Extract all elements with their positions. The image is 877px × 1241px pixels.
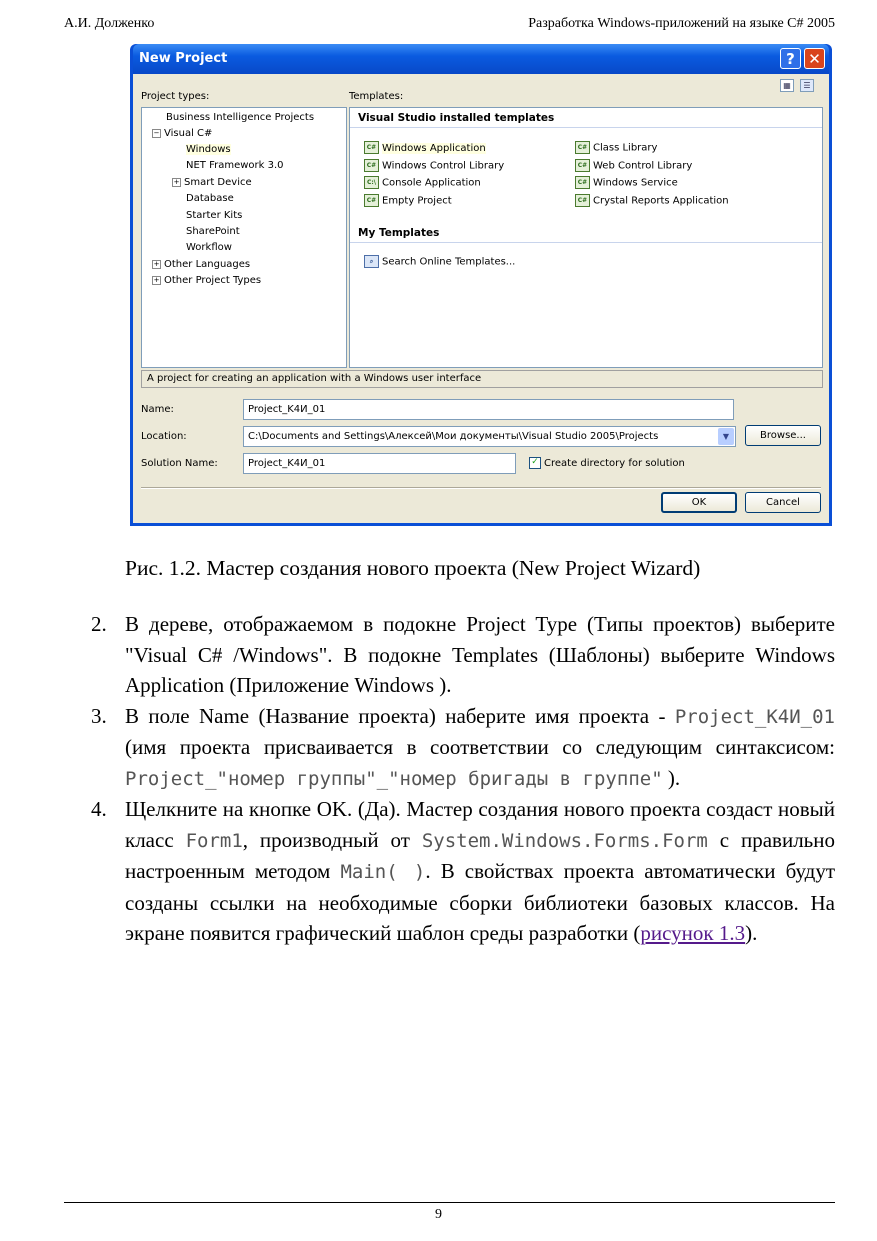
- tree-item-other-project-types[interactable]: [152, 275, 261, 286]
- help-button[interactable]: ?: [780, 48, 801, 69]
- footer-divider: [141, 487, 821, 489]
- code-project-name: Project_К4И_01: [674, 705, 835, 728]
- tree-item-label: Visual C#: [164, 128, 213, 139]
- browse-button[interactable]: Browse...: [745, 425, 821, 446]
- tree-item-other-languages[interactable]: [152, 259, 250, 270]
- expand-icon[interactable]: +: [173, 177, 180, 186]
- expand-icon[interactable]: +: [153, 259, 160, 268]
- template-windows-service[interactable]: [575, 176, 678, 189]
- close-button[interactable]: ✕: [804, 48, 825, 69]
- template-web-control-library[interactable]: [575, 159, 692, 172]
- tree-item-label: Other Languages: [164, 259, 251, 270]
- step-text: В поле Name (Название проекта) наберите имя проекта -: [125, 703, 675, 728]
- csharp-project-icon: C#: [575, 176, 590, 189]
- solution-name-label: Solution Name:: [141, 458, 218, 469]
- solution-name-input[interactable]: Project_K4И_01: [243, 453, 516, 474]
- tree-item-visual-csharp[interactable]: [152, 128, 212, 139]
- template-label: Search Online Templates...: [382, 256, 516, 268]
- code-form1: Form1: [185, 829, 243, 852]
- template-class-library[interactable]: [575, 141, 657, 154]
- step-text: . В свойствах проекта автоматически будут созданы ссылки на необходимые сборки библиотеки базовых классов. На экране появится графический шаблон среды разработки (: [125, 859, 836, 945]
- template-console-application[interactable]: [364, 176, 481, 189]
- tree-item-label: Other Project Types: [164, 275, 262, 286]
- template-search-online[interactable]: [364, 255, 515, 268]
- installed-templates-header: Visual Studio installed templates: [358, 112, 555, 124]
- step-text: (имя проекта присваивается в соответствии со следующим синтаксисом:: [125, 735, 835, 759]
- dialog-title: New Project: [139, 51, 228, 66]
- step-text: ).: [662, 765, 681, 790]
- header-author: А.И. Долженко: [64, 16, 155, 31]
- page-number: 9: [435, 1207, 442, 1222]
- location-select[interactable]: [243, 426, 736, 447]
- template-label: Console Application: [382, 177, 481, 189]
- collapse-icon[interactable]: −: [153, 128, 160, 137]
- location-value: C:\Documents and Settings\Алексей\Мои документы\Visual Studio 2005\Projects: [248, 431, 659, 442]
- template-crystal-reports[interactable]: [575, 194, 729, 207]
- csharp-project-icon: C#: [364, 141, 379, 154]
- tree-item-windows[interactable]: Windows: [186, 144, 231, 155]
- step-4: [88, 794, 835, 949]
- csharp-project-icon: C#: [364, 194, 379, 207]
- code-main: Main( ): [340, 861, 426, 883]
- templates-list[interactable]: [349, 107, 823, 368]
- tree-item-label: Smart Device: [184, 177, 252, 188]
- footer-rule: [64, 1202, 835, 1203]
- step-number: 3.: [91, 703, 107, 728]
- project-types-label: Project types:: [141, 91, 210, 102]
- tree-item-smart-device[interactable]: [172, 177, 252, 188]
- checkmark-icon: ✓: [529, 457, 541, 469]
- ok-button[interactable]: OK: [661, 492, 737, 513]
- step-text: , производный от: [242, 827, 422, 852]
- name-label: Name:: [141, 404, 174, 415]
- template-windows-application[interactable]: [364, 141, 486, 154]
- template-description: A project for creating an application with a Windows user interface: [141, 370, 823, 388]
- create-directory-checkbox[interactable]: [529, 457, 685, 469]
- step-text: В дереве, отображаемом в подокне Project Type (Типы проектов) выберите "Visual C# /Windows". В подокне Templates (Шаблоны) выберите Windows Application (Приложение Windows ).: [125, 612, 835, 697]
- template-empty-project[interactable]: [364, 194, 452, 207]
- tree-item-business-intelligence[interactable]: Business Intelligence Projects: [166, 112, 315, 123]
- location-label: Location:: [141, 431, 187, 442]
- step-number: 2.: [91, 612, 107, 636]
- chevron-down-icon[interactable]: ▼: [718, 428, 734, 445]
- tree-item-net-framework[interactable]: NET Framework 3.0: [186, 160, 284, 171]
- templates-label: Templates:: [349, 91, 404, 102]
- large-icons-icon[interactable]: ▦: [780, 79, 794, 92]
- search-online-icon: ⌕: [364, 255, 379, 268]
- dialog-body: [133, 74, 829, 523]
- tree-item-database[interactable]: Database: [186, 193, 234, 204]
- step-number: 4.: [91, 797, 107, 821]
- name-input[interactable]: Project_K4И_01: [243, 399, 734, 420]
- template-label: Empty Project: [382, 195, 452, 207]
- csharp-project-icon: C#: [575, 159, 590, 172]
- template-windows-control-library[interactable]: [364, 159, 504, 172]
- template-label: Class Library: [593, 142, 658, 154]
- tree-item-starter-kits[interactable]: Starter Kits: [186, 210, 243, 221]
- tree-item-workflow[interactable]: Workflow: [186, 242, 232, 253]
- steps-list: [88, 609, 835, 949]
- expand-icon[interactable]: +: [153, 275, 160, 284]
- page-header: [64, 16, 835, 36]
- new-project-dialog: [130, 44, 832, 526]
- create-directory-label: Create directory for solution: [544, 458, 685, 469]
- template-label: Windows Application: [382, 142, 486, 154]
- template-label: Web Control Library: [593, 160, 693, 172]
- tree-item-sharepoint[interactable]: SharePoint: [186, 226, 240, 237]
- console-icon: C:\: [364, 176, 379, 189]
- figure-caption: Рис. 1.2. Мастер создания нового проекта (New Project Wizard): [125, 556, 701, 580]
- step-2: [88, 609, 835, 701]
- step-text: Щелкните на кнопке OK. (Да). Мастер создания нового проекта создаст новый класс: [125, 797, 835, 852]
- csharp-project-icon: C#: [364, 159, 379, 172]
- code-form-class: System.Windows.Forms.Form: [421, 829, 708, 852]
- step-text: с правильно настроенным методом: [125, 827, 835, 883]
- csharp-project-icon: C#: [575, 194, 590, 207]
- template-label: Crystal Reports Application: [593, 195, 729, 207]
- cancel-button[interactable]: Cancel: [745, 492, 821, 513]
- code-syntax: Project_"номер группы"_"номер бригады в группе": [125, 767, 663, 790]
- csharp-project-icon: C#: [575, 141, 590, 154]
- small-icons-icon[interactable]: ☰: [800, 79, 814, 92]
- step-text: ).: [745, 921, 758, 945]
- step-3: [88, 701, 835, 795]
- header-divider: [350, 127, 822, 128]
- project-types-tree[interactable]: [141, 107, 347, 368]
- header-divider: [350, 242, 822, 243]
- header-book-title: Разработка Windows-приложений на языке C# 2005: [528, 16, 835, 31]
- my-templates-header: My Templates: [358, 227, 440, 239]
- template-label: Windows Service: [593, 177, 678, 189]
- template-label: Windows Control Library: [382, 160, 505, 172]
- figure-link[interactable]: рисунок 1.3: [640, 921, 746, 945]
- dialog-titlebar[interactable]: [133, 44, 829, 74]
